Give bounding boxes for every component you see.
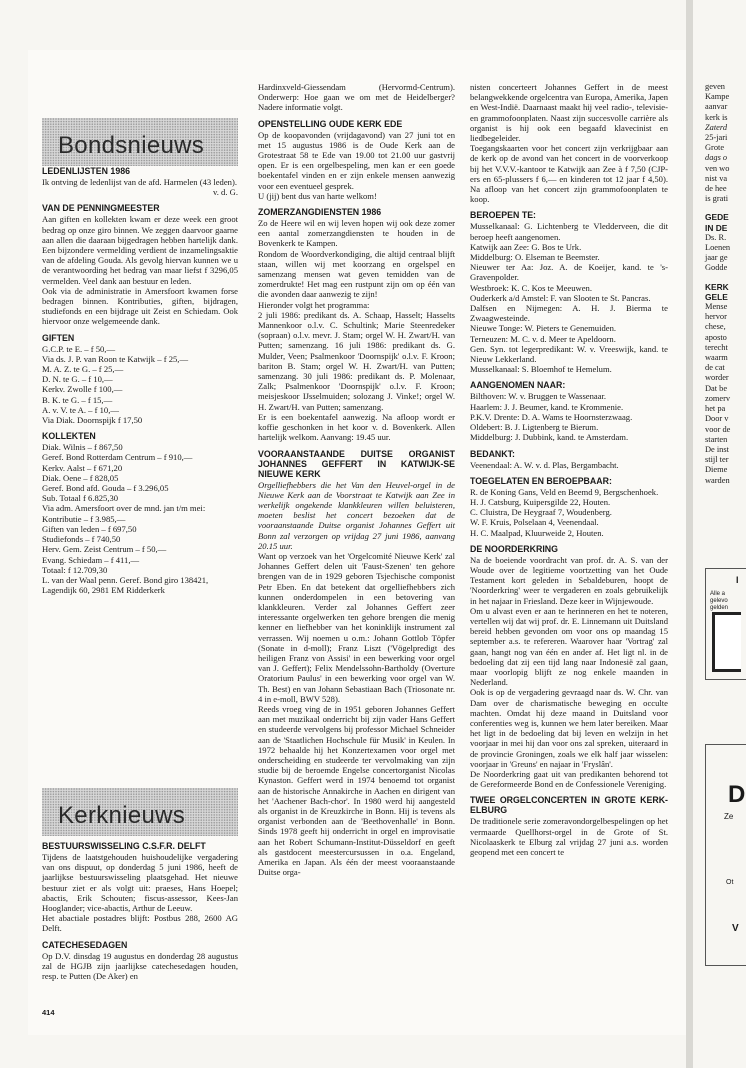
heading-ledenlijsten: LEDENLIJSTEN 1986: [42, 166, 130, 176]
paragraph: Toegangskaarten voor het concert zijn verkrijgbaar aan de kerk op de avond van het concert in de voorverkoop bij het V.V.V.-kantoor te Katwijk aan Zee à f 7,50 (CJP-ers en 65-plussers f 6,— en kinderen tot 12 jaar f 4,50). Na afloop van het concert zijn grammofoonplaten te koop.: [470, 143, 668, 205]
column-2: [258, 82, 455, 877]
ad-text: [706, 569, 746, 612]
ad-line: gelden: [710, 605, 729, 611]
paragraph: Tijdens de laatstgehouden huishoudelijke vergadering van ons dispuut, op donderdag 5 juni 1986, heeft de jaarlijkse bestuurswisseling plaatsgehad. Het nieuwe bestuur ziet er als volgt uit: praeses, Hans Hoepel; abactis, Erik Schouten; fiscus-assessor, Kees-Jan Hooglander; vice-abactis, Arthur de Leeuw.: [42, 852, 238, 914]
page-number: 414: [42, 1008, 55, 1017]
fragment-line: is grati: [705, 194, 729, 204]
fragment-line: Mense: [705, 302, 728, 312]
fragment-line: het pa: [705, 404, 726, 414]
ad-letter: D: [728, 781, 746, 808]
list-item: D. N. te G. – f 10,—: [42, 374, 113, 385]
list-item: W. F. Kruis, Polselaan 4, Veenendaal.: [470, 517, 599, 528]
list-item: L. van der Waal penn. Geref. Bond giro 138421,: [42, 574, 209, 585]
list-item: Diak. Wilnis – f 867,50: [42, 442, 123, 453]
list-item: Via ds. J. P. van Roon te Katwijk – f 25,—: [42, 353, 189, 364]
paragraph: Na de boeiende voordracht van prof. dr. A. S. van der Woude over de legitieme voortzetting van het Oude Testament kort geleden in Sebaldeburen, hoopt de 'Noorderkring' weer te vergaderen en zoals gebruikelijk in het najaar in Friesland. Deze keer in Wijnjewoude.: [470, 554, 668, 606]
paragraph: Op D.V. dinsdag 19 augustus en donderdag 28 augustus zal de HGJB zijn jaarlijkse catechesedagen houden, resp. te Putten (De Aker) en: [42, 950, 238, 982]
paragraph: Ook via de administratie in Amersfoort kwamen forse bedragen binnen. Kontributies, giften, bijdragen, studiefonds en een bijdrage uit Zeist en Schiedam. Ook hiervoor onze welgemeende dank.: [42, 285, 238, 327]
fragment-line: terecht: [705, 342, 728, 352]
fragment-line: Ds. R.: [705, 232, 727, 242]
paragraph: 2 juli 1986: predikant ds. A. Schaap, Hasselt; Hasselts Mannenkoor o.l.v. C. Schultink; Marie Steenredeker (sopraan) o.l.v. mevr. J. Stam; orgel W. H. Zwart/H. van Putten; samenzang. 16 juli 1986: predikant ds. G. Mulder, Veen; Psalmenkoor 'Doornspijk' o.l.v. F. Kroon; bariton B. Stam; orgel W. H. Zwart/H. van Putten; samenzang. 30 juli 1986: predikant ds. P. Molenaar, Zalk; Psalmenkoor 'Doornspijk' o.l.v. F. Kroon; meisjeskoor IJsselmuiden; solozang J. Vinke!; orgel W. H. Zwart/H. van Putten; samenzang.: [258, 309, 455, 412]
list-item: A. v. V. te A. – f 10,—: [42, 404, 119, 415]
paragraph: Reeds vroeg ving de in 1951 geboren Johannes Geffert aan met muzikaal onderricht bij zijn vader Hans Geffert en studeerde vervolgens bij professor Michael Schneider aan de 'Staatlichen Hochschule für Musik' in Keulen. In 1972 behaalde hij het Konzertexamen voor orgel met onderscheiding en studeerde ter vervolmaking van zijn studie bij de beroemde Engelse concertorganist Nicolas Kynaston. Geffert werd in 1974 benoemd tot organist aan de historische Annakirche in Aachen en dirigent van het 'Aachener Bach-chor'. In 1980 werd hij aangesteld als organist in de Kreuzkirche in Bonn. Hij is tevens als organist verbonden aan de 'Beethovenhalle' in Bonn. Sinds 1978 geeft hij onderricht in orgel en improvisatie aan het Robert Schumann-Institut-Düsseldorf en geeft als gastdocent meestercursussen in o.a. Engeland, Amerika en Japan. Als één der meest vooraanstaande Duitse orga-: [258, 703, 455, 878]
paragraph-intro: Orgelliefhebbers die het Van den Heuvel-orgel in de Nieuwe Kerk aan de Voorstraat te Katwijk aan Zee in werkelijk ongekende klankkleuren willen beluisteren, moeten beslist het concert bezoeken dat de vooraanstaande Duitse organist Johannes Geffert uit Bonn zal verzorgen op vrijdag 27 juni 1986, aanvang 20.15 uur.: [258, 479, 455, 551]
section-banner-kerknieuws: [42, 788, 238, 836]
list-item: Musselkanaal: G. Lichtenberg te Vledderveen, die dit beroep heeft aangenomen.: [470, 221, 668, 242]
ad-line: gelevo: [710, 598, 728, 604]
paragraph: Hieronder volgt het programma:: [258, 299, 370, 310]
paragraph: De Noorderkring gaat uit van predikanten behorend tot de Gereformeerde Bond en de Confessionele Vereniging.: [470, 768, 668, 790]
list-item: R. de Koning Gans, Veld en Beemd 9, Bergschenhoek.: [470, 486, 659, 497]
section-title: Bondsnieuws: [58, 132, 205, 159]
heading-aangenomen: AANGENOMEN NAAR:: [470, 380, 566, 391]
fragment-heading: KERK: [705, 281, 729, 292]
fragment-line: kerk is: [705, 112, 728, 122]
list-item: Lagendijk 60, 2981 EM Ridderkerk: [42, 585, 165, 596]
list-item: Evang. Schiedam – f 411,—: [42, 554, 140, 565]
heading-zomerzangdiensten: ZOMERZANGDIENSTEN 1986: [258, 207, 382, 218]
list-item: Kerkv. Aalst – f 671,20: [42, 462, 123, 473]
list-item: H. J. Catsburg, Kuipersgilde 22, Houten.: [470, 496, 611, 507]
heading-openstelling: OPENSTELLING OUDE KERK EDE: [258, 118, 403, 129]
fragment-line: de cat: [705, 363, 725, 373]
paragraph: Er is een boekentafel aanwezig. Na afloop wordt er koffie geschonken in het koor v. d. Bovenkerk. Allen hartelijk welkom. Aanvang: 19.45 uur.: [258, 411, 455, 443]
paragraph: Zo de Heere wil en wij leven hopen wij ook deze zomer een aantal zomerzangdiensten te houden in de Bovenkerk te Kampen.: [258, 218, 455, 249]
ad-graphic: [712, 612, 741, 672]
fragment-heading: GELE: [705, 291, 728, 302]
fragment-line: Door v: [705, 414, 729, 424]
list-item: Geref. Bond afd. Gouda – f 3.296,05: [42, 483, 169, 494]
fragment-line: Dieme: [705, 465, 728, 475]
fragment-line: geven: [705, 82, 725, 91]
fragment-line: Godde: [705, 263, 728, 273]
fragment-line: hervor: [705, 312, 727, 322]
signature: v. d. G.: [213, 187, 238, 198]
paragraph: De traditionele serie zomeravondorgelbespelingen op het vermaarde Quellhorst-orgel in de Grote of St. Nicolaaskerk te Elburg zal vrijdag 27 juni a.s. worden geopend met een concert te: [470, 816, 668, 857]
list-item: Nieuwe Tonge: W. Pieters te Genemuiden.: [470, 323, 617, 334]
fragment-line: ven wo: [705, 163, 730, 173]
list-item: Gen. Syn. tot legerpredikant: W. v. Vreeswijk, kand. te Nieuw Lekkerland.: [470, 343, 668, 365]
fragment-line: nist va: [705, 173, 728, 183]
ad-letter: V: [732, 923, 739, 934]
heading-kollekten: KOLLEKTEN: [42, 431, 96, 442]
page-gutter: [686, 0, 693, 1068]
fragment-line: 25-jari: [705, 133, 728, 143]
column-1-lower: [42, 841, 238, 981]
list-item: M. A. Z. te G. – f 25,—: [42, 364, 124, 375]
list-item: Kerkv. Zwolle f 100,—: [42, 384, 123, 395]
paragraph: Ik ontving de ledenlijst van de afd. Harmelen (43 leden).: [42, 177, 237, 187]
list-item: Ouderkerk a/d Amstel: F. van Slooten te St. Pancras.: [470, 292, 651, 303]
ad-letter: I: [736, 575, 739, 585]
list-item: Nieuwer ter Aa: Joz. A. de Koeijer, kand. te 's-Gravenpolder.: [470, 262, 668, 283]
fragment-line: starten: [705, 434, 728, 444]
list-item: P.K.V. Drente: D. A. Wams te Hoornsterzwaag.: [470, 411, 633, 422]
fragment-line: voor de: [705, 424, 731, 434]
heading-beroepen-te: BEROEPEN TE:: [470, 210, 536, 221]
paragraph: Het abactiale postadres blijft: Postbus 288, 2600 AG Delft.: [42, 913, 238, 934]
ad-line: Alle a: [710, 591, 726, 597]
heading-giften: GIFTEN: [42, 332, 75, 343]
list-item: Geref. Bond Rotterdam Centrum – f 910,—: [42, 452, 193, 463]
heading-toegelaten: TOEGELATEN EN BEROEPBAAR:: [470, 475, 612, 486]
ad-line: Ot: [726, 879, 734, 886]
paragraph: nisten concerteert Johannes Geffert in de meest belangwekkende orgelcentra van Europa, Amerika, Japen en West-Indië. Daarnaast maakt hij veel radio-, televisie- en grammofoonplaten. Naast zijn succesvolle carrière als organist is hij ook een begaafd klavecinist en liedbegeleider.: [470, 82, 668, 144]
list-item: Westbroek: K. C. Kos te Meeuwen.: [470, 282, 592, 293]
heading-orgelconcerten: TWEE ORGELCONCERTEN IN GROTE KERK-ELBURG: [470, 795, 668, 816]
paragraph: Rondom de Woordverkondiging, die altijd centraal blijft staan, willen wij met koorzang en orgelspel en samenzang mensen wat geven temidden van de zomerdrukte! Het mag een rustpunt zijn om op één van die avonden daar aanwezig te zijn!: [258, 248, 455, 300]
list-item: G.C.P. te E. – f 50,—: [42, 343, 116, 354]
paragraph: Hardinxveld-Giessendam (Hervormd-Centrum). Onderwerp: Hoe gaan we om met de Heidelberger? Nadere informatie volgt.: [258, 82, 455, 113]
list-item: C. Cluistra, De Heygraaf 7, Woudenberg.: [470, 507, 612, 518]
fragment-line: de hee: [705, 184, 727, 194]
paragraph: Aan giften en kollekten kwam er deze week een groot bedrag op onze giro binnen. We zeggen daarvoor gaarne aan allen die daaraan bijgedragen hebben hartelijk dank. Een bijzondere vermelding verdient de inzamelingsaktie van de afdeling Gouda. Als gevolg hiervan kunnen we u de verantwoording het bedrag van maar liefst f 3296,05 vermelden. Veel dank aan bestuur en leden.: [42, 214, 238, 286]
list-item: B. K. te G. – f 15,—: [42, 394, 113, 405]
paragraph: Op de koopavonden (vrijdagavond) van 27 juni tot en met 15 augustus 1986 is de Oude Kerk aan de Grotestraat 58 te Ede van 19.00 tot 21.00 uur gastvrij open. Er is een orgelbespeling, men kan er een goede boekentafel vinden en er zijn enkele mensen aanwezig voor een eventueel gesprek.: [258, 129, 455, 191]
fragment-line: Grote: [705, 143, 725, 153]
column-1: [42, 166, 238, 595]
fragment-line: zomerv: [705, 393, 731, 403]
fragment-line: warden: [705, 475, 730, 485]
list-item: Via adm. Amersfoort over de mnd. jan t/m mei:: [42, 503, 206, 514]
list-item: Diak. Oene – f 828,05: [42, 472, 119, 483]
fragment-line: Zaterd: [705, 122, 728, 132]
advertisement-fragment-2: [705, 744, 746, 966]
list-item: Totaal: f 12.709,30: [42, 564, 108, 575]
fragment-line: waarm: [705, 353, 728, 363]
list-item: Dalfsen en Nijmegen: A. H. J. Bierma te Zwaagwesteinde.: [470, 303, 668, 324]
paragraph: Om u alvast even er aan te herinneren en het te noteren, vertellen wij dat wij prof. dr. E. Linnemann uit Duitsland bereid hebben gevonden om voor ons op maandag 15 september a.s. te refereren. Waarover haar 'Vortrag' zal gaan, hangt nog van één en ander af. Het ligt nl. in de bedoeling dat zij een tijd lang naar Indonesië zal gaan, maar voorlopig blijft ze nog enkele maanden in Nederland.: [470, 605, 668, 688]
heading-noorderkring: DE NOORDERKRING: [470, 543, 558, 554]
list-item: Haarlem: J. J. Beumer, kand. te Krommenie.: [470, 401, 624, 412]
heading-penningmeester: VAN DE PENNINGMEESTER: [42, 203, 160, 214]
fragment-line: aanvar: [705, 102, 728, 112]
column-3: [470, 82, 668, 857]
heading-bedankt: BEDANKT:: [470, 448, 515, 459]
fragment-line: Kampe: [705, 92, 730, 102]
heading-catechesedagen: CATECHESEDAGEN: [42, 939, 128, 950]
list-item: Via Diak. Doornspijk f 17,50: [42, 415, 143, 426]
fragment-heading: GEDE: [705, 212, 729, 223]
list-item: Giften van leden – f 697,50: [42, 523, 137, 534]
fragment-line: dags o: [705, 153, 728, 163]
fragment-line: De inst: [705, 444, 729, 454]
heading-bestuurswisseling: BESTUURSWISSELING C.S.F.R. DELFT: [42, 841, 206, 851]
heading-duitse-organist: VOORAANSTAANDE DUITSE ORGANIST JOHANNES GEFFERT IN KATWIJK-SE NIEUWE KERK: [258, 448, 455, 479]
section-banner-bondsnieuws: [42, 118, 238, 166]
paragraph: Want op verzoek van het 'Orgelcomité Nieuwe Kerk' zal Johannes Geffert delen uit 'Faust-Szenen' ten gehore brengen van de in 1929 geboren Tsjechische componist Petr Eben. En dat betekent dat orgelliefhebbers zich kunnen onderdompelen in een betovering van klankkleuren. Verder zal Johannes Geffert zeer interessante orgelwerken ten gehore brengen die menig kenner en liefhebber van het koninklijk instrument zal verrassen. Wij noemen u o.m.: Johann Gottlob Töpfer (Sonate in d-moll); Franz Liszt ('Vögelpredigt des heiligen Franz von Assisi' in een bewerking voor orgel van J. Geffert); Felix Mendelssohn-Bartholdy (Overture Oratorium Paulus' in een bewerking voor orgel van W. Th. Best) en van Johann Sebastiaan Bach (Triosonate nr. 4 in e-moll, BWV 528).: [258, 550, 455, 704]
fragment-heading: IN DE: [705, 222, 728, 233]
list-item: Middelburg: O. Elseman te Beemster.: [470, 252, 600, 263]
fragment-line: stijl ter: [705, 455, 729, 465]
ad-line: Ze: [724, 812, 734, 821]
list-item: Veenendaal: A. W. v. d. Plas, Bergambacht.: [470, 459, 619, 470]
list-item: Kontributie – f 3.985,—: [42, 513, 126, 524]
list-item: Studiefonds – f 740,50: [42, 534, 121, 545]
section-title: Kerknieuws: [58, 802, 186, 829]
column-4-facing-page: [705, 82, 745, 486]
fragment-line: aposto: [705, 332, 727, 342]
fragment-line: Loenen: [705, 243, 731, 253]
list-item: Katwijk aan Zee: G. Bos te Urk.: [470, 241, 582, 252]
fragment-line: chese,: [705, 322, 726, 332]
list-item: Bilthoven: W. v. Bruggen te Wassenaar.: [470, 391, 607, 402]
list-item: H. C. Maalpad, Kluurweide 2, Houten.: [470, 527, 604, 538]
list-item: Terneuzen: M. C. v. d. Meer te Apeldoorn.: [470, 333, 616, 344]
list-item: Sub. Totaal f 6.825,30: [42, 493, 119, 504]
paragraph: U (jij) bent dus van harte welkom!: [258, 190, 377, 201]
paragraph: Ook is op de vergadering gevraagd naar ds. W. Chr. van Dam over de charismatische beweging en occulte machten. Omdat hij deze maand in Duitsland voor conferenties weg is, kunnen we hem later bereiken. Maar het ligt in de bedoeling dat bij leven en welzijn in het voorjaar in mei hij dan voor ons zal spreken, uiteraard in de provincie Groningen, zoals we elk half jaar wisselen: voorjaar in 'Greuns' en najaar in 'Fryslân'.: [470, 687, 668, 769]
fragment-line: worder: [705, 373, 729, 383]
list-item: Middelburg: J. Dubbink, kand. te Amsterdam.: [470, 432, 629, 443]
list-item: Oldebert: B. J. Ligtenberg te Bierum.: [470, 422, 599, 433]
list-item: Musselkanaal: S. Bloemhof te Hemelum.: [470, 364, 612, 375]
fragment-line: Dat be: [705, 383, 728, 393]
list-item: Herv. Gem. Zeist Centrum – f 50,—: [42, 544, 167, 555]
fragment-line: jaar ge: [705, 253, 728, 263]
